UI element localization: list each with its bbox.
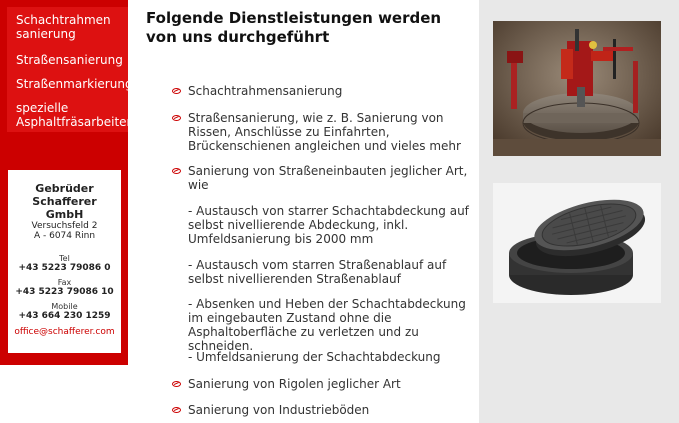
contact-box — [8, 170, 121, 353]
service-item: Straßensanierung, wie z. B. Sanierung von Rissen, Anschlüsse zu Einfahrten, Brückenschienen angleichen und vieles mehr — [188, 111, 461, 153]
tel-number: +43 5223 79086 0 — [18, 263, 111, 273]
milling-machine-photo — [493, 21, 661, 156]
tel-label: Tel — [59, 254, 70, 263]
service-sub-item: - Austausch von starrer Schachtabdeckung auf selbst nivellierende Abdeckung, inkl. Umfeldsanierung bis 2000 mm — [188, 204, 469, 246]
bullet-icon — [172, 115, 181, 121]
mobile-label: Mobile — [51, 302, 78, 311]
bullet-icon — [172, 88, 181, 94]
address-city: A - 6074 Rinn — [33, 231, 96, 241]
service-item: Sanierung von Rigolen jeglicher Art — [188, 377, 401, 391]
bullet-icon — [172, 168, 181, 174]
service-item: Sanierung von Straßeneinbauten jeglicher Art, wie — [188, 164, 468, 192]
nav-item-strassensanierung[interactable]: Straßensanierung — [16, 53, 123, 67]
nav-item-strassenmarkierung[interactable]: Straßenmarkierung — [16, 77, 133, 91]
page-title-line2: von uns durchgeführt — [146, 28, 330, 46]
fax-number: +43 5223 79086 10 — [15, 287, 114, 297]
service-sub-item: - Austausch vom starren Straßenablauf auf selbst nivellierenden Straßenablauf — [188, 258, 447, 286]
nav-item-schachtrahmensanierung[interactable]: Schachtrahmen sanierung — [16, 13, 111, 41]
service-sub-item: - Absenken und Heben der Schachtabdeckung im eingebauten Zustand ohne die Asphaltoberfläche zu verletzen und zu schneiden. — [188, 297, 466, 353]
company-name-line1: Gebrüder — [35, 182, 94, 195]
service-item: Schachtrahmensanierung — [188, 84, 343, 98]
address-street: Versuchsfeld 2 — [31, 221, 98, 231]
bullet-icon — [172, 407, 181, 413]
fax-label: Fax — [57, 278, 72, 287]
service-sub-item: - Umfeldsanierung der Schachtabdeckung — [188, 350, 441, 364]
nav-item-asphaltfraesarbeiten[interactable]: spezielle Asphaltfräsarbeiten — [16, 101, 135, 129]
company-name-line2: Schafferer — [32, 195, 97, 208]
page-title — [146, 9, 476, 47]
service-item: Sanierung von Industrieböden — [188, 403, 370, 417]
manhole-cover-photo — [493, 183, 661, 303]
email-link[interactable]: office@schafferer.com — [14, 327, 115, 337]
company-name-line3: GmbH — [45, 208, 84, 221]
bullet-icon — [172, 381, 181, 387]
mobile-number: +43 664 230 1259 — [18, 311, 111, 321]
page-title-line1: Folgende Dienstleistungen werden — [146, 9, 442, 27]
